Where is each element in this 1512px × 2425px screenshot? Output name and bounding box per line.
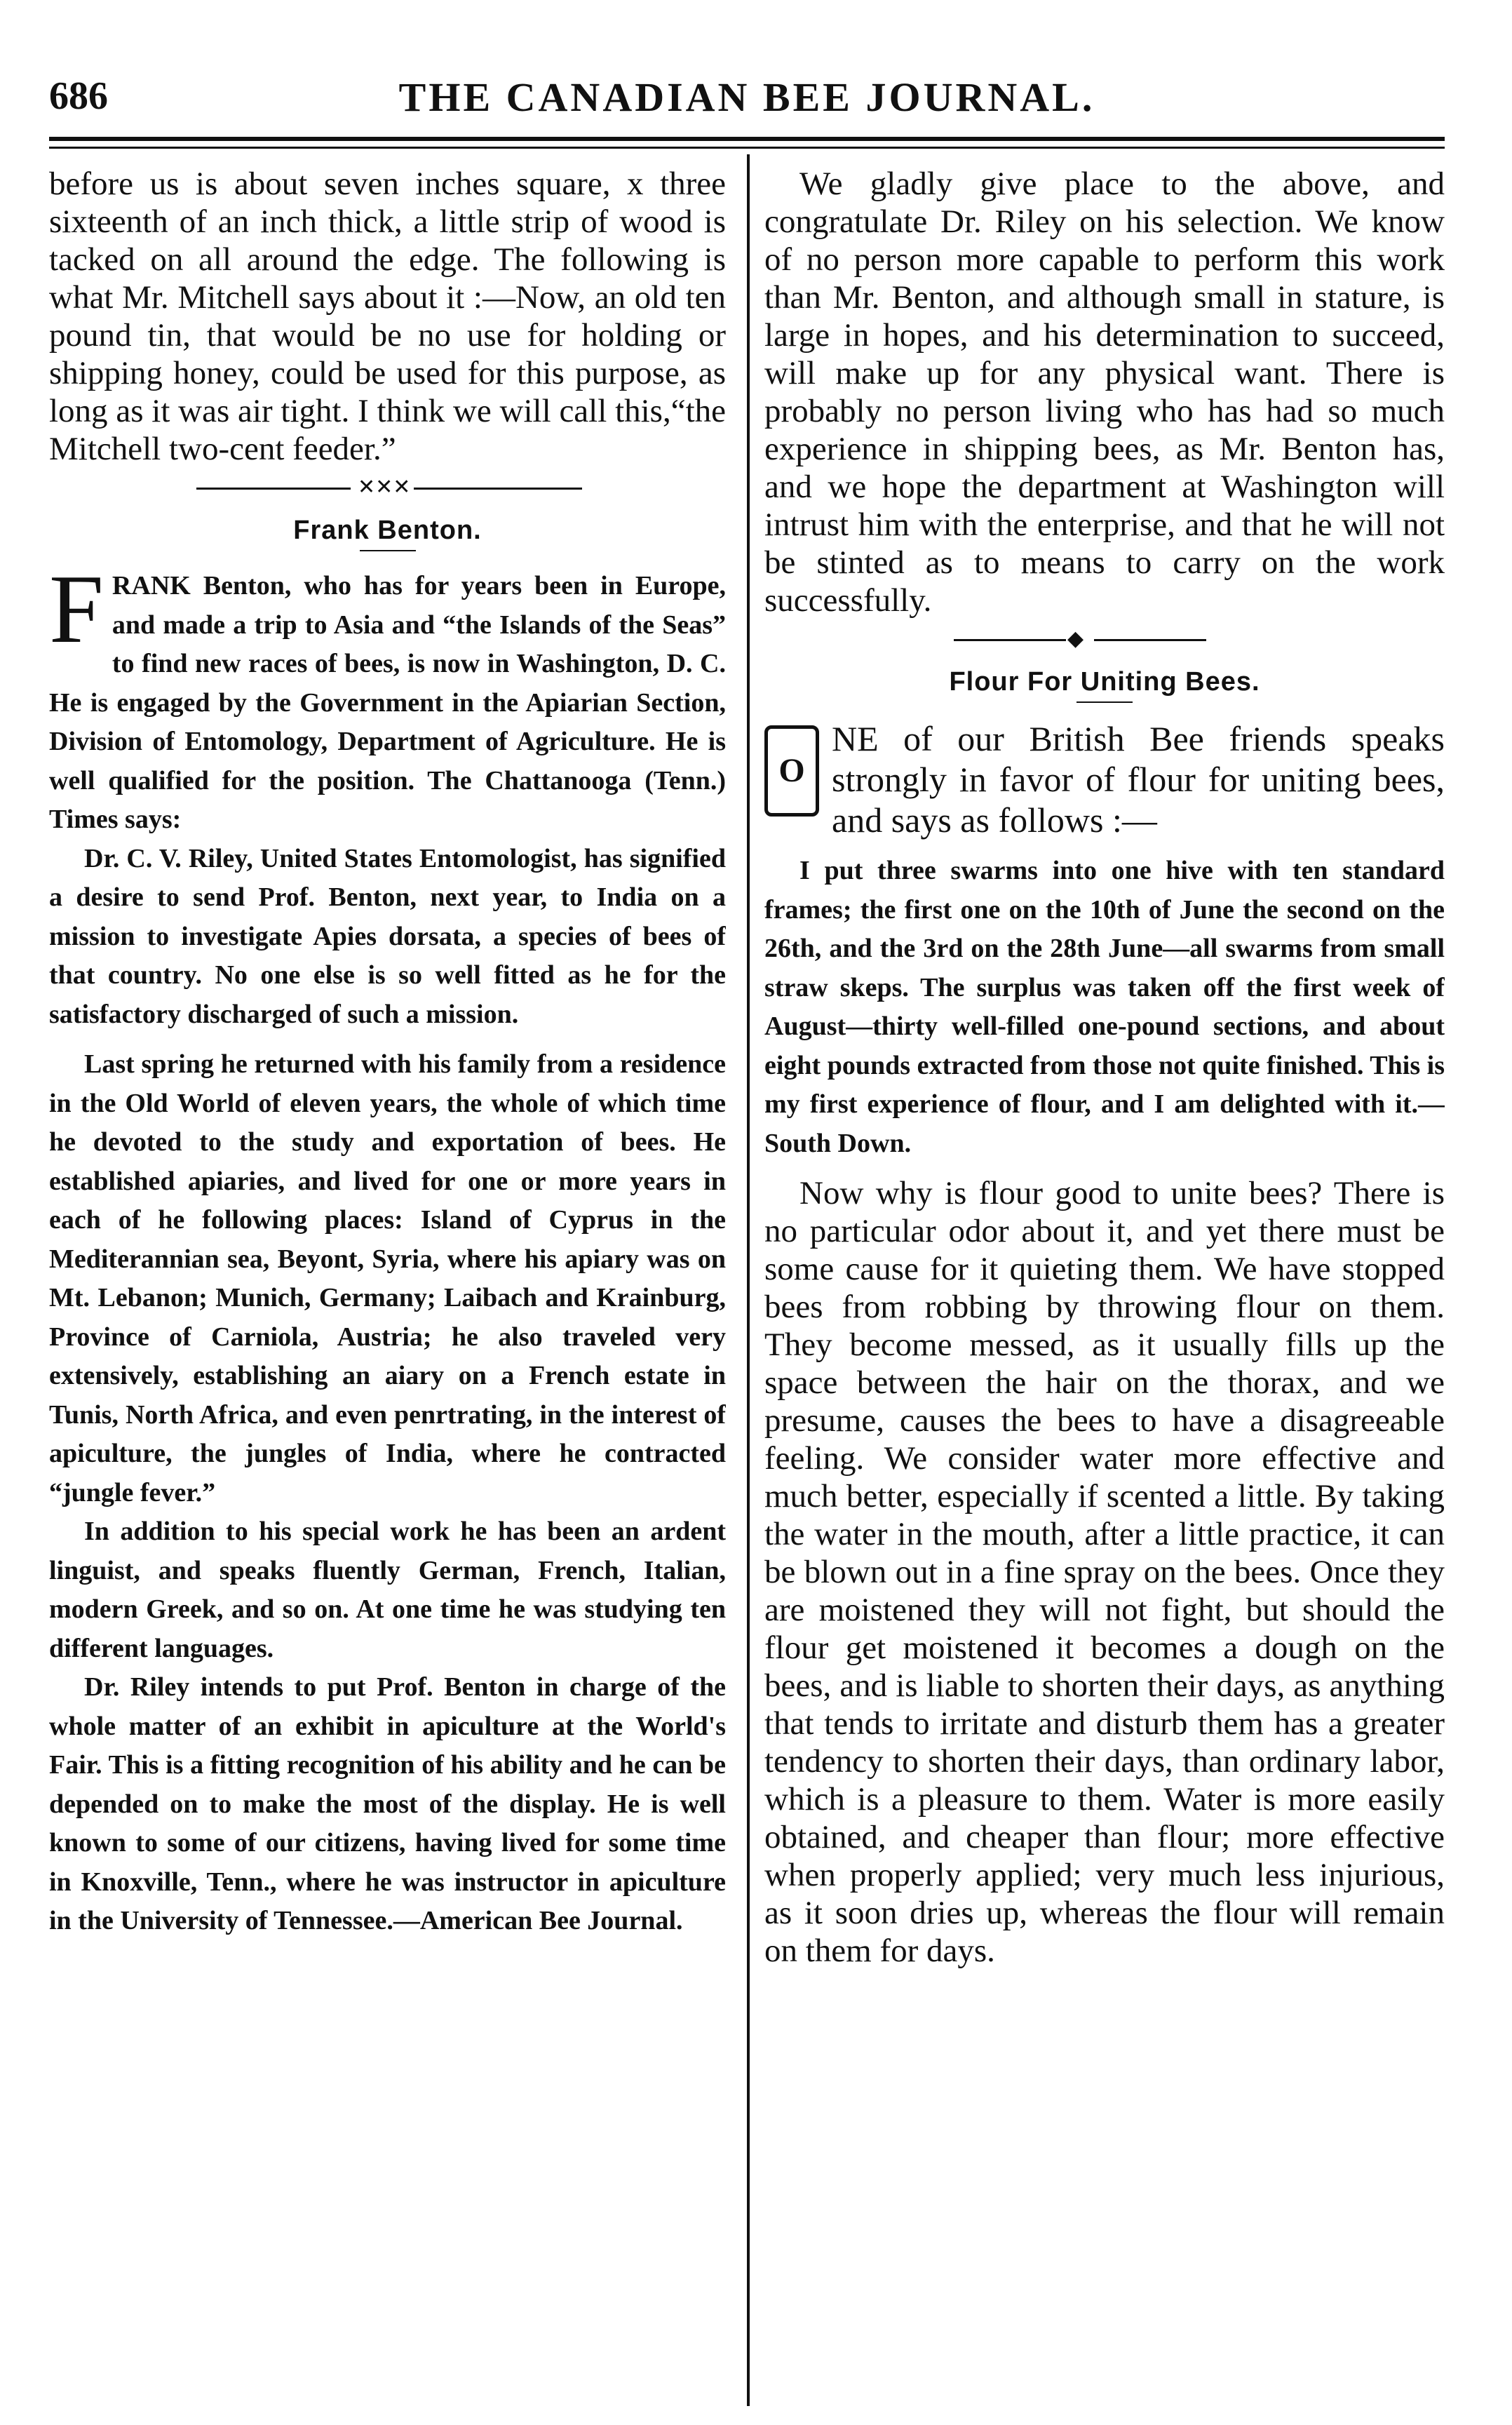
page-header xyxy=(49,67,1445,144)
flour-intro xyxy=(764,718,1445,840)
short-rule-2 xyxy=(1076,701,1133,703)
section-ornament-2 xyxy=(764,619,1445,661)
section-title-frank-benton: Frank Benton. xyxy=(293,516,482,545)
benton-paragraph-1-text: RANK Benton, who has for years been in Europe, and made a trip to Asia and “the Islands of the Seas” to find new races of bees, is now in Washington, D. C. He is engaged by the Government in the Apiarian Section, Division of Entomology, Department of Agriculture. He is well qualified for the position. The Chattanooga (Tenn.) Times says: xyxy=(49,571,726,834)
flour-discussion: Now why is flour good to unite bees? There is no particular odor about it, and yet there must be some cause for it quieting them. We have stopped bees from robbing by throwing flour on them. They become messed, as it usually fills up the space between the hair on the thorax, and we presume, causes the bees to have a disagreeable feeling. We consider water more effective and much better, especially if scented a little. By taking the water in the mouth, after a little practice, it can be blown out in a fine spray on the bees. Once they are moistened they will not fight, but should the flour get moistened it becomes a dough on the bees, and is liable to shorten their days, as anything that tends to irritate and disturb them has a greater tendency to shorten their days, than ordinary labor, which is a pleasure to them. Water is more easily obtained, and cheaper than flour; more effective when properly applied; very much less injurious, as it soon dries up, whereas the flour will remain on them for days. xyxy=(764,1175,1445,1969)
benton-paragraph-4: In addition to his special work he has been an ardent linguist, and speaks fluently German, French, Italian, modern Greek, and so on. At one time he was studying ten different languages. xyxy=(49,1517,726,1663)
ornament-diamond: ◆ xyxy=(1067,627,1084,650)
section-ornament xyxy=(49,468,726,510)
flour-intro-text: NE of our British Bee friends speaks strongly in favor of flour for uniting bees, and says as follows :— xyxy=(832,719,1445,840)
benton-paragraph-5: Dr. Riley intends to put Prof. Benton in charge of the whole matter of an exhibit in apiculture at the World's Fair. This is a fitting recognition of his ability and he can be depended on to make the most of the display. He is well known to some of our citizens, having lived for some time in Knoxville, Tenn., where he was instructor in apiculture in the University of Tennessee.—American Bee Journal. xyxy=(49,1672,726,1935)
benton-paragraph-1 xyxy=(49,555,726,840)
benton-paragraph-3: Last spring he returned with his family from a residence in the Old World of eleven years, the whole of which time he devoted to the study and exportation of bees. He established apiaries, and lived for one or more years in each of he following places: Island of Cyprus in the Mediterannian sea, Beyont, Syria, where his apiary was on Mt. Lebanon; Munich, Germany; Laibach and Krainburg, Province of Carniola, Austria; he also traveled very extensively, establishing an aiary on a French estate in Tunis, North Africa, and even penrtrating, in the interest of apiculture, the jungles of India, where he contracted “jungle fever.” xyxy=(49,1049,726,1507)
short-rule xyxy=(360,550,416,551)
ornament-line-left-2 xyxy=(954,639,1066,641)
right-column xyxy=(764,165,1445,2410)
ornament-line-right xyxy=(414,488,582,490)
column-divider xyxy=(747,154,750,2406)
flour-quote: I put three swarms into one hive with ten standard frames; the first one on the 10th of June the second on the 26th, and the 3rd on the 28th June—all swarms from small straw skeps. The surplus was taken off the first week of August—thirty well-filled one-pound sections, and about eight pounds extracted from those not quite finished. This is my first experience of flour, and I am delighted with it.—South Down. xyxy=(764,856,1445,1158)
journal-title: THE CANADIAN BEE JOURNAL. xyxy=(398,74,1095,120)
ornament-line-right-2 xyxy=(1094,639,1206,641)
section-title-flour: Flour For Uniting Bees. xyxy=(949,667,1260,697)
drop-cap-boxed: O xyxy=(764,725,819,817)
header-rule-thin xyxy=(49,147,1445,149)
page-number: 686 xyxy=(49,74,108,118)
benton-paragraph-2: Dr. C. V. Riley, United States Entomologist, has signified a desire to send Prof. Benton, next year, to India on a mission to investigate Apies dorsata, a species of bees of that country. No one else is so well fitted as he for the satisfactory discharged of such a mission. xyxy=(49,843,726,1029)
header-rule-thick xyxy=(49,137,1445,141)
editorial-paragraph: We gladly give place to the above, and congratulate Dr. Riley on his selection. We know of no person more capable to perform this work than Mr. Benton, and although small in stature, is large in hopes, and his determination to succeed, will make up for any physical want. There is probably no person living who has had so much experience in shipping bees, as Mr. Benton has, and we hope the department at Washington will intrust him with the enterprise, and that he will not be stinted as to means to carry on the work successfully. xyxy=(764,166,1445,619)
journal-page xyxy=(49,67,1445,2410)
intro-paragraph: before us is about seven inches square, x three sixteenth of an inch thick, a little strip of wood is tacked on all around the edge. The following is what Mr. Mitchell says about it :—Now, an old ten pound tin, that would be no use for holding or shipping honey, could be used for this purpose, as long as it was air tight. I think we will call this,“the Mitchell two-cent feeder.” xyxy=(49,166,726,467)
drop-cap: F xyxy=(49,555,104,664)
ornament-mark: ✕✕✕ xyxy=(358,476,411,499)
ornament-line-left xyxy=(196,488,351,490)
left-column xyxy=(49,165,726,2410)
